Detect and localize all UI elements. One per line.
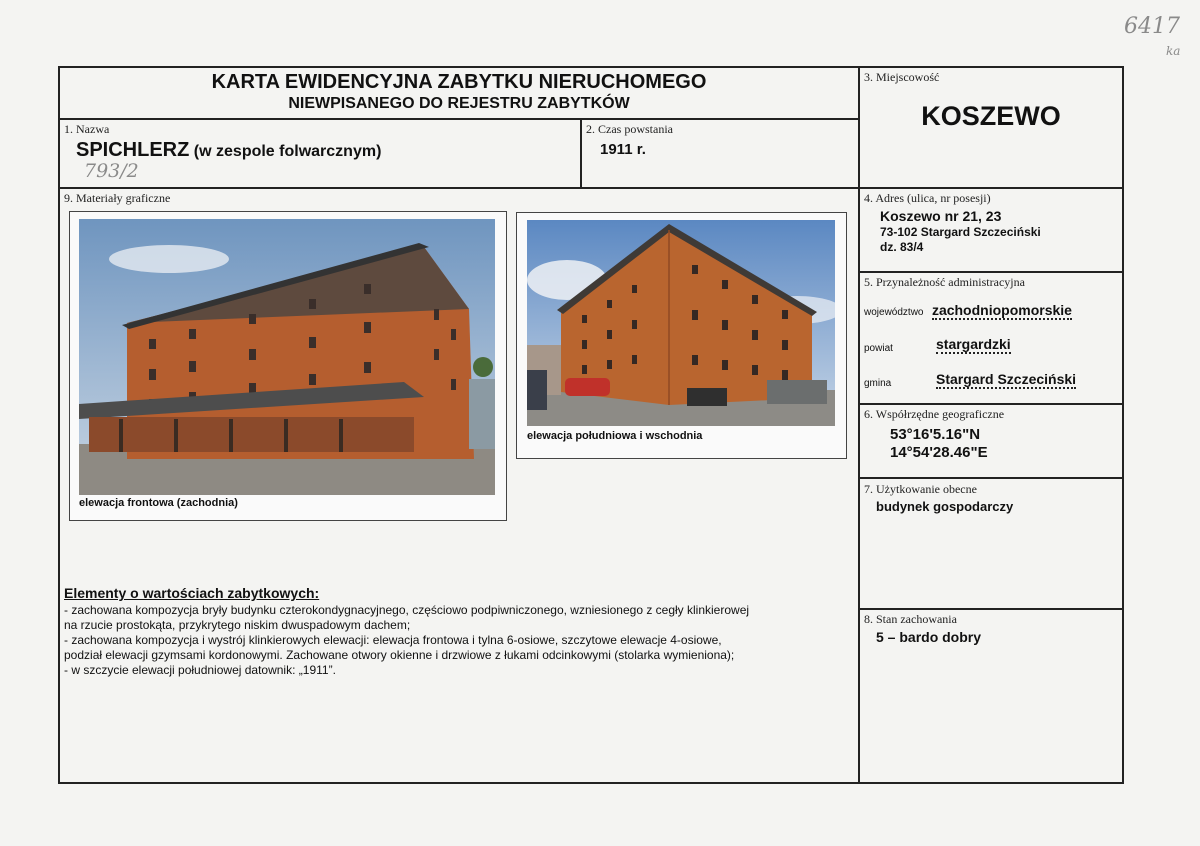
usage-value: budynek gospodarczy — [876, 499, 1014, 514]
historic-element-line: - zachowana kompozycja i wystrój klinkierowych elewacji: elewacja frontowa i tylna 6-osiowe, szczytowe elewacje 4-osiowe, — [64, 633, 722, 647]
field-locality-label: 3. Miejscowość — [864, 70, 940, 84]
handwritten-plot-note: 793/2 — [84, 160, 139, 182]
archive-number-mark: 6417 — [1124, 14, 1180, 39]
field-name-label: 1. Nazwa — [64, 122, 110, 136]
locality-value: KOSZEWO — [921, 101, 1061, 131]
address-line2: 73-102 Stargard Szczeciński — [880, 225, 1041, 239]
field-usage-label: 7. Użytkowanie obecne — [864, 482, 977, 496]
address-plot: dz. 83/4 — [880, 240, 924, 254]
photo-frame-west — [69, 211, 507, 521]
historic-element-line: na rzucie prostokąta, przykrytego niskim dwuspadowym dachem; — [64, 618, 411, 632]
archive-initials-mark: ka — [1166, 44, 1181, 58]
field-date-label: 2. Czas powstania — [586, 122, 673, 136]
admin-row-label: powiat — [864, 343, 893, 354]
field-address-label: 4. Adres (ulica, nr posesji) — [864, 191, 991, 205]
field-coords-label: 6. Współrzędne geograficzne — [864, 407, 1005, 421]
admin-row-commune — [864, 373, 1114, 391]
photo-frame-south-east — [516, 212, 847, 459]
longitude-value: 14°54'28.46"E — [890, 444, 988, 461]
field-date-value: 1911 r. — [600, 141, 646, 158]
field-condition-label: 8. Stan zachowania — [864, 612, 957, 626]
condition-value: 5 – bardo dobry — [876, 629, 982, 645]
admin-row-value: zachodniopomorskie — [931, 302, 1072, 318]
photo-west-caption: elewacja frontowa (zachodnia) — [79, 497, 238, 509]
field-graphics-label: 9. Materiały graficzne — [64, 191, 171, 205]
address-line1: Koszewo nr 21, 23 — [880, 208, 1002, 224]
historic-element-line: - w szczycie elewacji południowej datownik: „1911”. — [64, 663, 336, 677]
card-title — [60, 70, 858, 114]
card-title-line2: NIEWPISANEGO DO REJESTRU ZABYTKÓW — [288, 95, 630, 112]
photo-west-elevation — [79, 219, 495, 495]
photo-south-east-caption: elewacja południowa i wschodnia — [527, 430, 703, 442]
field-admin-label: 5. Przynależność administracyjna — [864, 275, 1025, 289]
admin-row-value: Stargard Szczeciński — [936, 371, 1077, 387]
admin-row-voivodeship — [864, 302, 1072, 320]
object-name: SPICHLERZ — [76, 139, 190, 161]
historic-element-line: - zachowana kompozycja bryły budynku czterokondygnacyjnego, częściowo podpiwniczonego, wzniesionego z cegły klinkierowej — [64, 603, 750, 617]
field-name-value — [76, 139, 381, 162]
admin-row-county — [864, 338, 1114, 356]
admin-row-label: gmina — [864, 378, 892, 389]
historic-elements-body — [64, 603, 854, 678]
admin-row-label: województwo — [864, 307, 924, 318]
latitude-value: 53°16'5.16"N — [890, 426, 981, 443]
object-name-sub: (w zespole folwarcznym) — [193, 143, 382, 160]
historic-element-line: podział elewacji gzymsami kordonowymi. Zachowane otwory okienne i drzwiowe z łukami odcinkowymi (stolarka wymieniona); — [64, 648, 735, 662]
card-title-line1: KARTA EWIDENCYJNA ZABYTKU NIERUCHOMEGO — [211, 71, 707, 93]
admin-row-value: stargardzki — [936, 336, 1011, 352]
photo-south-east-elevation — [527, 220, 835, 426]
historic-elements-title: Elementy o wartościach zabytkowych: — [64, 585, 320, 601]
historic-elements-section — [64, 585, 854, 678]
